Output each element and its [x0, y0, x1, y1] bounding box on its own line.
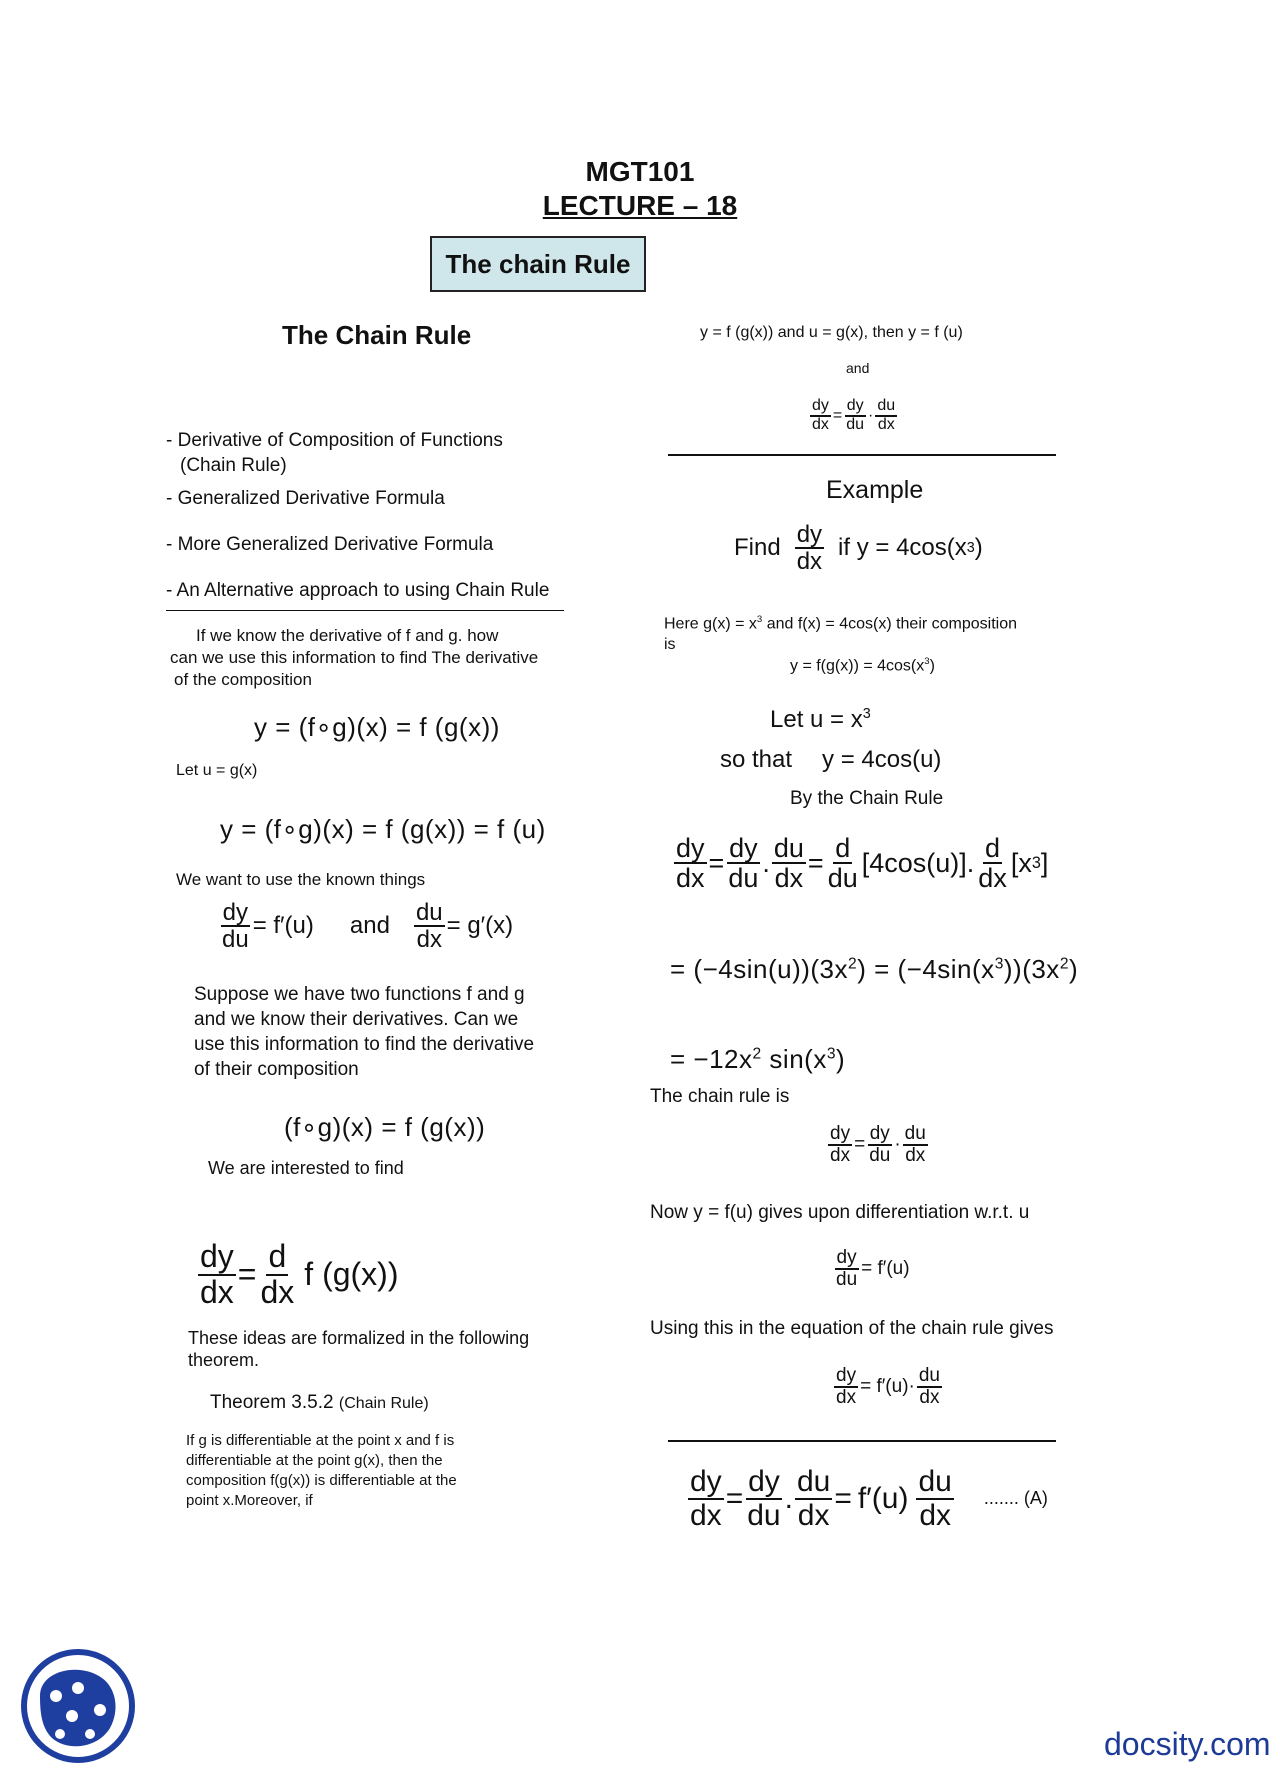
den: dx — [830, 1144, 851, 1166]
bullet-4: - An Alternative approach to using Chain Rule — [166, 580, 550, 601]
chain-small: $\frac{dy}{dx}$ = $\frac{dy}{du}$ · $\frac{du}{dx}$ — [812, 397, 896, 433]
den: dx — [690, 1498, 722, 1532]
here-a: Here g(x) = x — [664, 615, 757, 633]
g-prime-x: = g′(x) — [446, 912, 514, 940]
eq-composition-u: y = (f∘g)(x) = f (g(x)) = f (u) — [220, 814, 546, 844]
topic-box: The chain Rule — [430, 236, 646, 292]
right-divider-2 — [668, 1440, 1056, 1442]
x-cube: [x — [1010, 847, 1032, 878]
bullet-2: - Generalized Derivative Formula — [166, 488, 445, 509]
result-mid: = f′(u)· — [860, 1375, 915, 1397]
theorem-number: Theorem 3.5.2 — [210, 1392, 334, 1413]
frac-du-dx — [414, 900, 445, 952]
frac — [844, 398, 866, 434]
den: dx — [774, 863, 804, 894]
num: du — [918, 1365, 940, 1386]
lecture-label: LECTURE – 18 — [542, 190, 738, 221]
chain-big-equation: $\frac{dy}{dx}$ = $\frac{dy}{du}$ . $\frac{du}{dx}$ = $\frac{d}{du}$ [4cos(u)]. $\frac{d}{dx}$ [x 3 ] — [676, 833, 1049, 894]
formalized-1: These ideas are formalized in the following — [188, 1328, 530, 1348]
intro-line-1: If we know the derivative of f and g. how — [196, 626, 499, 645]
known-equations — [218, 900, 513, 952]
den: dx — [919, 1498, 951, 1532]
lecture-title — [0, 190, 1280, 222]
eq-composition: y = (f∘g)(x) = f (g(x)) — [254, 712, 500, 742]
sothat-eq: y = 4cos(u) — [822, 746, 942, 773]
den: dx — [905, 1144, 926, 1166]
let-line: Let $u = x^3$ — [770, 706, 871, 733]
here-b: and f(x) = 4cos(x) their composition — [762, 615, 1018, 633]
using-this: Using this in the equation of the chain rule gives — [650, 1318, 1054, 1339]
l3b: sin(x — [761, 1044, 827, 1074]
den: du — [836, 1268, 858, 1290]
suppose-1: Suppose we have two functions f and g — [194, 984, 525, 1005]
composition-line: $y = f(g(x)) = 4\cos(x^3)$ — [790, 656, 935, 675]
find-equation — [196, 1240, 398, 1309]
theorem-2: differentiable at the point g(x), then the — [186, 1452, 443, 1469]
frac — [903, 1124, 928, 1166]
let-u: Let u = g(x) — [176, 762, 258, 779]
den: du — [222, 926, 249, 954]
frac — [867, 1124, 892, 1166]
num: dy — [748, 1465, 780, 1498]
equation-tag: ....... (A) — [983, 1488, 1048, 1508]
final-equation: $\frac{dy}{dx}$ = $\frac{dy}{du}$ . $\frac{du}{dx}$ = f′(u) $\frac{du}{dx}$ ....... (A) — [690, 1465, 1048, 1532]
sothat-line — [720, 746, 941, 774]
frac — [834, 1366, 858, 1408]
line-three: = $-12x^2$ $\sin(x^3)$ — [670, 1044, 846, 1074]
course-code: MGT101 — [585, 156, 695, 187]
num: d — [268, 1238, 287, 1274]
frac — [674, 834, 707, 893]
den: du — [846, 415, 865, 433]
den: dx — [812, 415, 829, 433]
equals: = — [237, 1256, 257, 1293]
num: dy — [836, 1365, 857, 1386]
theorem-3: composition f(g(x)) is differentiable at the — [186, 1472, 457, 1489]
line-two: = $(-4\sin(u))(3x^2) = (-4\sin(x^3))(3x^2)$ — [670, 954, 1079, 984]
bullet-1: - Derivative of Composition of Functions — [166, 430, 503, 451]
suppose-4: of their composition — [194, 1059, 359, 1080]
f-of-g: f (g(x)) — [304, 1256, 399, 1293]
now-y: Now y = f(u) gives upon differentiation w.r.t. u — [650, 1202, 1030, 1223]
num: du — [875, 398, 897, 417]
den: dx — [877, 415, 895, 433]
intro-line-2: can we use this information to find The derivative — [170, 648, 539, 667]
frac-dy-dx — [795, 522, 824, 574]
frac — [826, 834, 860, 893]
right-divider-1 — [668, 454, 1056, 456]
num: dy — [869, 1123, 890, 1144]
l2c: ))(3x — [1003, 954, 1060, 984]
sothat-word: so that — [720, 746, 793, 773]
find-line: Find $\frac{dy}{dx}$ if y = 4cos(x 3 ) — [734, 521, 983, 576]
den: dx — [978, 863, 1007, 894]
eq-fog: (f∘g)(x) = f (g(x)) — [284, 1112, 486, 1142]
den: dx — [416, 926, 442, 954]
num: du — [904, 1123, 926, 1144]
num: du — [773, 833, 804, 863]
chain-rule-is: The chain rule is — [650, 1086, 790, 1107]
let-text: Let u = x — [770, 706, 863, 733]
fprime-rhs: = f′(u) — [861, 1257, 910, 1279]
chain-mid: $\frac{dy}{dx}$ = $\frac{dy}{du}$ · $\frac{du}{dx}$ — [830, 1123, 926, 1166]
frac — [828, 1124, 852, 1166]
den: du — [827, 863, 858, 894]
num: dy — [690, 1465, 722, 1498]
frac — [772, 834, 806, 893]
num: du — [796, 1465, 831, 1498]
den: du — [869, 1144, 891, 1166]
den: dx — [260, 1273, 295, 1310]
intro-line-3: of the composition — [174, 670, 312, 689]
num: du — [918, 1465, 952, 1498]
l2b: ) = (−4sin(x — [857, 954, 995, 984]
frac-dy-du — [220, 900, 251, 952]
frac-dy-dx — [198, 1240, 236, 1309]
frac — [745, 1466, 782, 1531]
den: dx — [836, 1386, 857, 1408]
num: d — [835, 833, 851, 863]
num: dy — [830, 1123, 851, 1144]
by-chain-rule: By the Chain Rule — [790, 788, 944, 809]
left-divider — [166, 610, 564, 611]
num: dy — [200, 1238, 234, 1274]
num: dy — [845, 398, 866, 417]
right-top-line: y = f (g(x)) and u = g(x), then y = f (u) — [700, 324, 963, 341]
frac — [688, 1466, 724, 1531]
num: dy — [796, 521, 823, 548]
example-heading: Example — [826, 476, 924, 504]
frac — [795, 1466, 832, 1531]
num: dy — [222, 899, 249, 926]
left-heading: The Chain Rule — [282, 320, 472, 350]
here-is: is — [664, 636, 676, 653]
known-things: We want to use the known things — [176, 870, 426, 889]
find-word: Find — [734, 534, 781, 562]
theorem-4: point x.Moreover, if — [186, 1492, 313, 1509]
here-line: Here $g(x) = x^3$ and f(x) = 4cos(x) their composition — [664, 614, 1018, 633]
den: dx — [797, 1498, 830, 1532]
frac — [917, 1366, 942, 1408]
num: dy — [729, 833, 758, 863]
suppose-3: use this information to find the derivative — [194, 1034, 535, 1055]
l2a: = (−4sin(u))(3x — [670, 954, 848, 984]
frac — [976, 834, 1009, 893]
num: dy — [676, 833, 705, 863]
result-eq — [832, 1366, 944, 1408]
frac — [834, 1248, 859, 1290]
frac — [726, 834, 760, 893]
den: dx — [200, 1273, 234, 1310]
theorem-tag: (Chain Rule) — [338, 1395, 429, 1412]
bullet-1b: (Chain Rule) — [180, 455, 287, 476]
frac-d-dx — [258, 1240, 296, 1309]
if-equation: if y = 4cos(x — [838, 534, 967, 562]
den: du — [728, 863, 759, 894]
interested: We are interested to find — [208, 1158, 404, 1178]
fprime-eq — [832, 1248, 910, 1290]
theorem-title — [210, 1392, 429, 1414]
den: dx — [676, 863, 705, 894]
num: dy — [810, 398, 831, 417]
theorem-1: If g is differentiable at the point x and f is — [186, 1432, 455, 1449]
docsity-logo-icon — [20, 1648, 136, 1764]
l3a: = −12x — [670, 1044, 753, 1074]
brand-text: docsity.com — [1104, 1726, 1271, 1762]
formalized-2: theorem. — [188, 1350, 260, 1370]
num: du — [415, 899, 443, 926]
num: d — [985, 833, 1001, 863]
suppose-2: and we know their derivatives. Can we — [194, 1009, 519, 1030]
bullet-3: - More Generalized Derivative Formula — [166, 534, 494, 555]
den: dx — [919, 1386, 940, 1408]
den: du — [747, 1498, 781, 1532]
f-prime: f′(u) — [857, 1481, 909, 1515]
and-word: and — [349, 912, 390, 940]
den: dx — [796, 548, 823, 576]
f-prime-u: = f′(u) — [252, 912, 314, 940]
frac — [875, 398, 897, 434]
num: dy — [836, 1247, 857, 1268]
composition-text: y = f(g(x)) = 4cos(x — [790, 657, 925, 675]
cos-term: [4cos(u)]. — [861, 847, 975, 878]
right-and: and — [846, 360, 870, 376]
frac — [916, 1466, 953, 1531]
frac — [810, 398, 831, 434]
